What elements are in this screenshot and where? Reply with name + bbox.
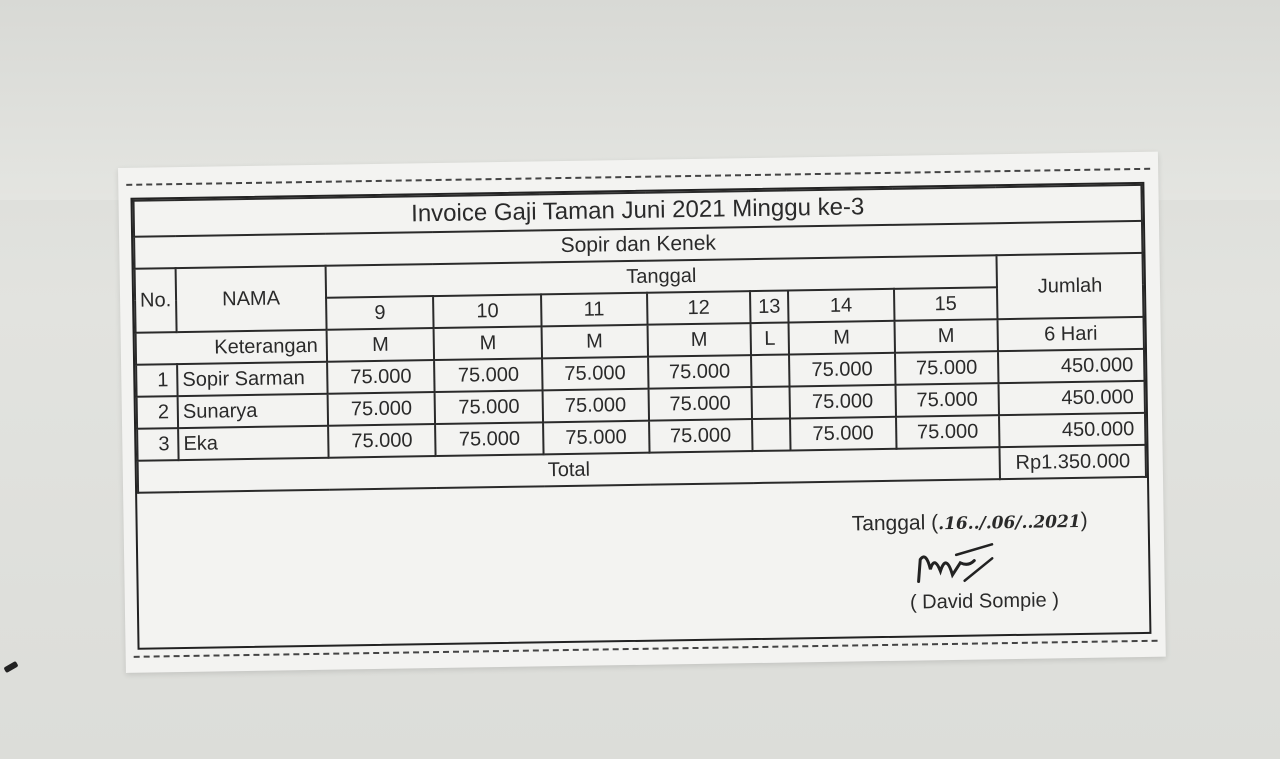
row-nama: Sunarya (178, 394, 328, 428)
keterangan-cell: M (542, 325, 648, 359)
row-cell: 75.000 (327, 392, 435, 426)
invoice-frame (130, 182, 1151, 650)
signature-date (852, 509, 1088, 537)
header-tanggal: Tanggal (325, 255, 997, 298)
row-jumlah: 450.000 (998, 349, 1144, 383)
signature-area (137, 478, 1149, 648)
row-cell: 75.000 (896, 415, 1000, 449)
row-cell: 75.000 (789, 353, 895, 387)
tear-line-top (126, 168, 1150, 186)
keterangan-cell: M (647, 323, 751, 357)
row-cell: 75.000 (649, 419, 753, 453)
signer-name: ( David Sompie ) (909, 589, 1060, 614)
row-cell: 75.000 (435, 422, 543, 456)
jumlah-hari: 6 Hari (998, 317, 1144, 351)
keterangan-cell: M (789, 321, 895, 355)
row-cell: 75.000 (542, 357, 648, 391)
date-header: 9 (326, 296, 434, 330)
row-nama: Eka (178, 426, 328, 460)
date-header: 10 (433, 294, 541, 328)
row-cell: 75.000 (790, 417, 896, 451)
row-cell: 75.000 (790, 385, 896, 419)
row-cell: 75.000 (543, 389, 649, 423)
date-header: 15 (894, 287, 998, 321)
invoice-subtitle: Sopir dan Kenek (134, 221, 1142, 269)
row-no: 3 (137, 428, 179, 461)
date-header: 14 (788, 289, 894, 323)
tanggal-prefix: Tanggal ( (851, 511, 939, 536)
row-cell (752, 386, 790, 419)
row-cell: 75.000 (328, 424, 436, 458)
row-cell: 75.000 (543, 421, 649, 455)
row-cell: 75.000 (895, 351, 999, 385)
keterangan-cell: M (894, 319, 998, 353)
row-cell (752, 418, 790, 451)
pen-mark (3, 661, 18, 673)
header-nama: NAMA (176, 266, 327, 332)
row-cell: 75.000 (648, 387, 752, 421)
row-jumlah: 450.000 (999, 381, 1145, 415)
row-cell: 75.000 (434, 358, 542, 392)
row-cell (751, 354, 789, 387)
date-header: 13 (750, 290, 788, 323)
keterangan-cell: M (434, 326, 542, 360)
tanggal-suffix: ) (1080, 508, 1088, 532)
invoice-receipt (118, 152, 1166, 673)
invoice-title: Invoice Gaji Taman Juni 2021 Minggu ke-3 (134, 185, 1142, 237)
date-header: 11 (541, 293, 647, 327)
header-jumlah: Jumlah (997, 253, 1144, 319)
row-cell: 75.000 (895, 383, 999, 417)
row-cell: 75.000 (648, 355, 752, 389)
keterangan-label: Keterangan (136, 330, 327, 365)
keterangan-cell: L (751, 322, 789, 355)
row-no: 2 (137, 396, 179, 429)
handwritten-signature-icon (908, 540, 999, 591)
date-header: 12 (647, 291, 751, 325)
row-cell: 75.000 (435, 390, 543, 424)
row-cell: 75.000 (327, 360, 435, 394)
total-label: Total (138, 447, 1001, 493)
row-jumlah: 450.000 (999, 413, 1145, 447)
tanggal-handwritten: .16../.06/..2021 (937, 511, 1081, 535)
invoice-table (133, 184, 1147, 494)
total-value: Rp1.350.000 (1000, 445, 1146, 479)
header-no: No. (135, 268, 177, 333)
row-nama: Sopir Sarman (177, 362, 327, 396)
row-no: 1 (136, 364, 178, 397)
keterangan-cell: M (326, 328, 434, 362)
